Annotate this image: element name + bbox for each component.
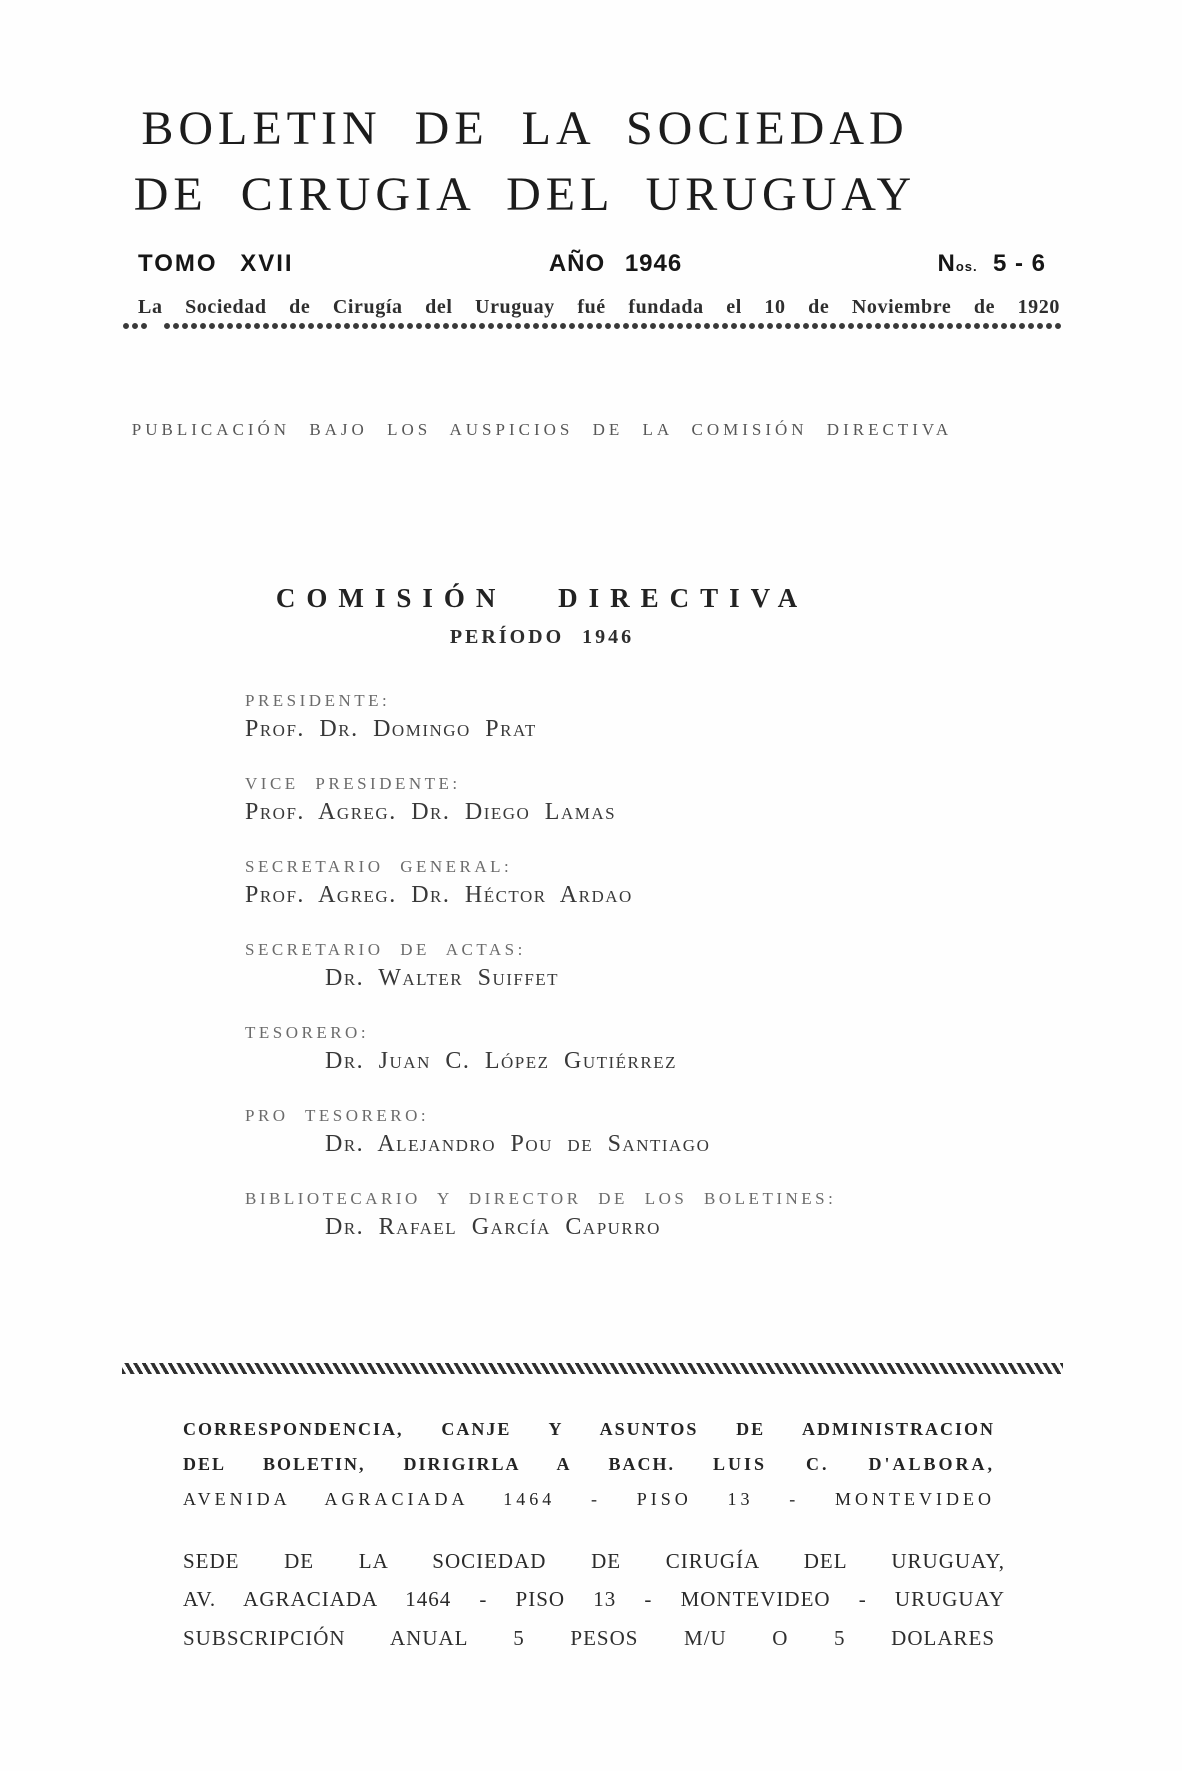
officer-role-label: PRO TESORERO:: [245, 1106, 430, 1125]
correspondence-line-2: [183, 1447, 995, 1482]
journal-title-line-2: DE CIRUGIA DEL URUGUAY: [133, 168, 917, 221]
beaded-rule: [122, 322, 1063, 330]
officer-role-label: TESORERO:: [245, 1023, 370, 1042]
tomo-label: TOMO XVII: [138, 250, 294, 277]
officer-name: Dr. Juan C. López Gutiérrez: [325, 1048, 677, 1074]
sede-line-1: SEDE DE LA SOCIEDAD DE CIRUGÍA DEL URUGUAY,: [183, 1549, 1005, 1573]
journal-masthead: [130, 96, 920, 228]
sede-block: [183, 1542, 1005, 1618]
officer-president: [245, 688, 925, 744]
beaded-rule-main-segment: [163, 322, 1063, 330]
officer-pro-treasurer: [245, 1103, 925, 1159]
officer-treasurer: [245, 1020, 925, 1076]
officer-secretary-general: [245, 854, 925, 910]
correspondence-block: [183, 1412, 995, 1517]
correspondence-addressee: LUIS C. D'ALBORA,: [713, 1454, 996, 1474]
officer-role-label: PRESIDENTE:: [245, 691, 391, 710]
officer-role-label: BIBLIOTECARIO Y DIRECTOR DE LOS BOLETINES:: [245, 1189, 837, 1208]
officer-name: Dr. Walter Suiffet: [325, 965, 560, 991]
officer-name: Prof. Agreg. Dr. Héctor Ardao: [245, 882, 633, 908]
correspondence-line-2-prefix: DEL BOLETIN, DIRIGIRLA A BACH.: [183, 1454, 676, 1474]
officer-name: Dr. Rafael García Capurro: [325, 1214, 661, 1240]
issue-number-label: Nos. 5 - 6: [937, 250, 1046, 277]
volume-info-row: [138, 250, 1046, 278]
braided-rule: [122, 1363, 1063, 1374]
officer-role-label: SECRETARIO DE ACTAS:: [245, 940, 526, 959]
correspondence-line-1: CORRESPONDENCIA, CANJE Y ASUNTOS DE ADMINISTRACION: [183, 1419, 995, 1439]
officer-librarian-director: [245, 1186, 925, 1242]
officers-list: [245, 688, 925, 1269]
officer-name: Dr. Alejandro Pou de Santiago: [325, 1131, 711, 1157]
year-label: AÑO 1946: [548, 250, 683, 277]
issue-number-ordinal: os.: [955, 259, 978, 274]
officer-secretary-of-acts: [245, 937, 925, 993]
officer-role-label: VICE PRESIDENTE:: [245, 774, 461, 793]
journal-title-line-1: BOLETIN DE LA SOCIEDAD: [141, 102, 909, 155]
subscription-note: SUBSCRIPCIÓN ANUAL 5 PESOS M/U O 5 DOLARES: [183, 1626, 995, 1650]
publication-note: PUBLICACIÓN BAJO LOS AUSPICIOS DE LA COMISIÓN DIRECTIVA: [131, 420, 953, 439]
comision-directiva-heading: COMISIÓN DIRECTIVA: [275, 583, 809, 613]
officer-name: Prof. Dr. Domingo Prat: [245, 716, 537, 742]
comision-period: PERÍODO 1946: [449, 626, 635, 648]
officer-name: Prof. Agreg. Dr. Diego Lamas: [245, 799, 617, 825]
beaded-rule-lead-segment: [122, 322, 150, 330]
issue-number-value: 5 - 6: [992, 250, 1046, 277]
officer-role-label: SECRETARIO GENERAL:: [245, 857, 513, 876]
sede-line-2: AV. AGRACIADA 1464 - PISO 13 - MONTEVIDEO - URUGUAY: [183, 1587, 1005, 1611]
founding-note: La Sociedad de Cirugía del Uruguay fué fundada el 10 de Noviembre de 1920: [138, 296, 1060, 318]
officer-vice-president: [245, 771, 925, 827]
correspondence-line-3: AVENIDA AGRACIADA 1464 - PISO 13 - MONTEVIDEO: [183, 1489, 995, 1509]
